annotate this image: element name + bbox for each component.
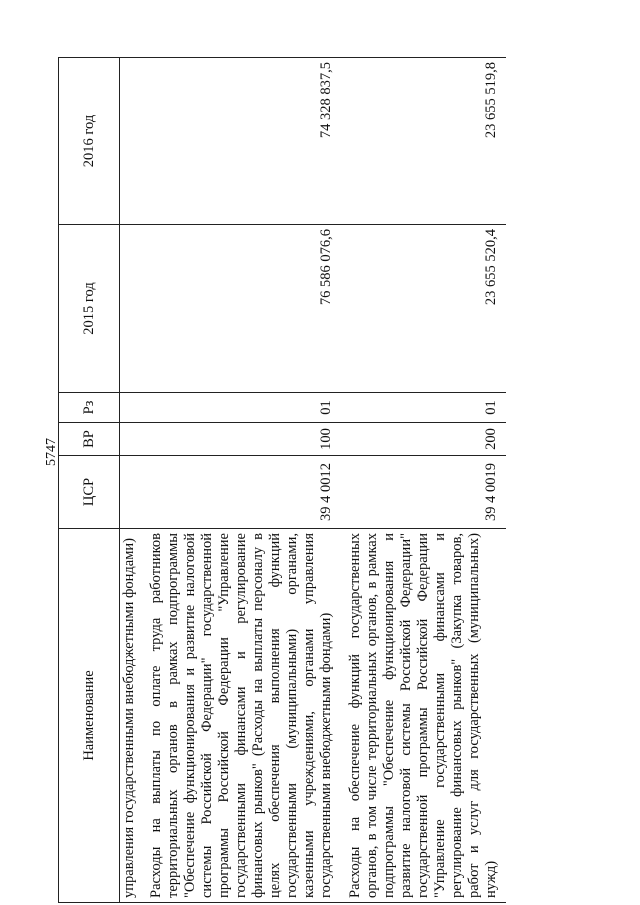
row-2016: 74 328 837,5 [142,58,341,225]
row-rz: 01 [341,393,506,423]
row-rz: 01 [142,393,341,423]
header-rz: Рз [59,393,120,423]
header-csr: ЦСР [59,456,120,529]
budget-table [58,57,506,903]
table-row [341,58,506,903]
row-name: управления государственными внебюджетными фондами) [120,529,143,903]
row-vr: 200 [341,423,506,456]
row-csr: 39 4 0012 [142,456,341,529]
page-number: 5747 [44,438,59,466]
row-name: Расходы на выплаты по оплате труда работников территориальных органов в рамках подпрограммы "Обеспечение функционирования и развитие налоговой системы Российской Федерации" государственной программы Российской Федерации "Управление государственными финансами и регулирование финансовых рынков" (Расходы на выплаты персоналу в целях обеспечения выполнения функций государственными (муниципальными) органами, казенными учреждениями, органами управления государственными внебюджетными фондами) [142,529,341,903]
header-2016: 2016 год [59,58,120,225]
row-2016 [120,58,143,225]
row-csr: 39 4 0019 [341,456,506,529]
header-vr: ВР [59,423,120,456]
table-row [142,58,341,903]
row-csr [120,456,143,529]
row-2015: 23 655 520,4 [341,225,506,393]
row-2015 [120,225,143,393]
row-2016: 23 655 519,8 [341,58,506,225]
row-vr [120,423,143,456]
rotated-table-sheet [58,58,583,903]
row-vr: 100 [142,423,341,456]
table-header-row [59,58,120,903]
row-rz [120,393,143,423]
header-2015: 2015 год [59,225,120,393]
row-2015: 76 586 076,6 [142,225,341,393]
row-name: Расходы на обеспечение функций государственных органов, в том числе территориальных органов, в рамках подпрограммы "Обеспечение функционирования и развитие налоговой системы Российской Федерации" государственной программы Российской Федерации "Управление государственными финансами и регулирование финансовых рынков" (Закупка товаров, работ и услуг для государственных (муниципальных) нужд) [341,529,506,903]
header-name: Наименование [59,529,120,903]
table-row [120,58,143,903]
